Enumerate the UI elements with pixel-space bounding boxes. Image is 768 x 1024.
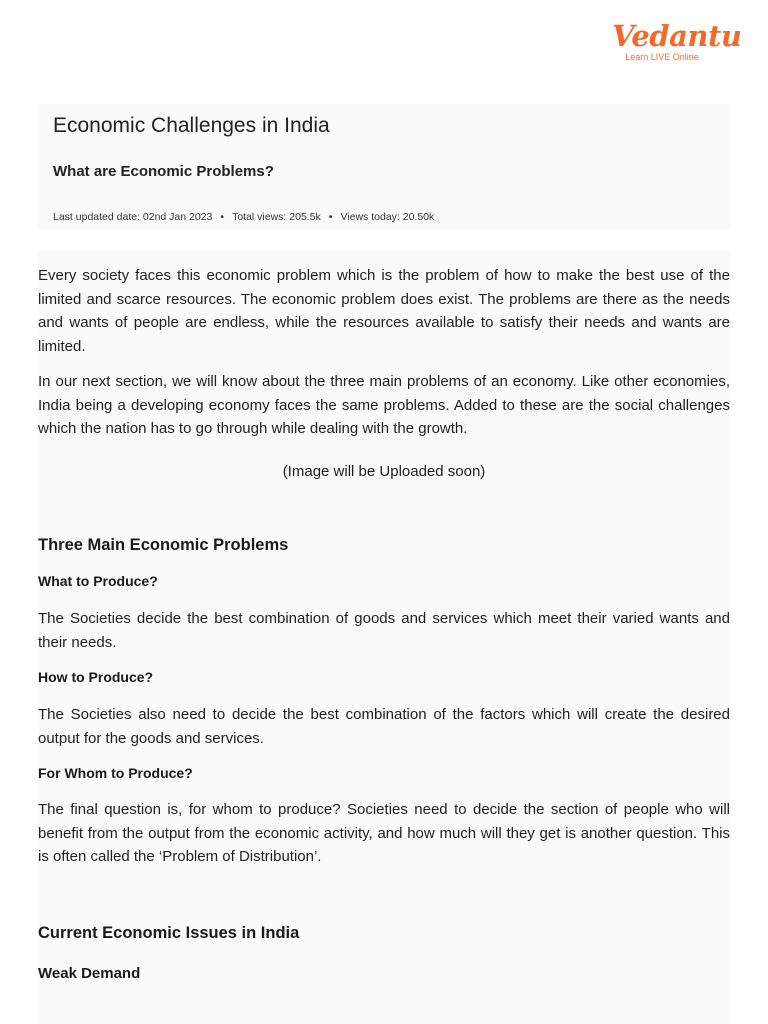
views-today: Views today: 20.50k: [340, 211, 435, 223]
page-subtitle: What are Economic Problems?: [53, 163, 274, 180]
logo-wordmark: Vedantu: [612, 19, 742, 53]
intro-paragraph-2: In our next section, we will know about the three main problems of an economy. Like other economies, India being a developing economy faces the same problems. Added to these are the social challenges which the nation has to go through while dealing with the growth.: [38, 373, 730, 437]
section-heading-current-issues: Current Economic Issues in India: [38, 924, 300, 942]
image-placeholder: (Image will be Uploaded soon): [282, 463, 486, 480]
subheading-for-whom-to-produce: For Whom to Produce?: [38, 765, 193, 781]
paragraph-what-to-produce: The Societies decide the best combination of goods and services which meet their varied wants and their needs.: [38, 610, 730, 651]
article-meta: [53, 211, 434, 223]
subheading-weak-demand: Weak Demand: [38, 965, 141, 982]
subheading-what-to-produce: What to Produce?: [38, 573, 158, 589]
page-title: Economic Challenges in India: [53, 114, 330, 137]
vedantu-logo[interactable]: [612, 18, 742, 62]
total-views: Total views: 205.5k: [232, 211, 321, 223]
meta-separator: •: [220, 211, 225, 223]
subheading-how-to-produce: How to Produce?: [38, 669, 154, 685]
logo-tagline: Learn LIVE Online: [625, 52, 699, 62]
meta-separator: •: [328, 211, 333, 223]
last-updated: Last updated date: 02nd Jan 2023: [53, 211, 213, 223]
paragraph-how-to-produce: The Societies also need to decide the best combination of the factors which will create the desired output for the goods and services.: [38, 706, 730, 747]
paragraph-for-whom-to-produce: The final question is, for whom to produce? Societies need to decide the section of people who will benefit from the output from the economic activity, and how much will they get is another question. This is often called the ‘Problem of Distribution’.: [38, 801, 730, 865]
intro-paragraph-1: Every society faces this economic problem which is the problem of how to make the best use of the limited and scarce resources. The economic problem does exist. The problems are there as the needs and wants of people are endless, while the resources available to satisfy their needs and wants are limited.: [38, 267, 730, 355]
section-heading-three-problems: Three Main Economic Problems: [38, 536, 289, 554]
